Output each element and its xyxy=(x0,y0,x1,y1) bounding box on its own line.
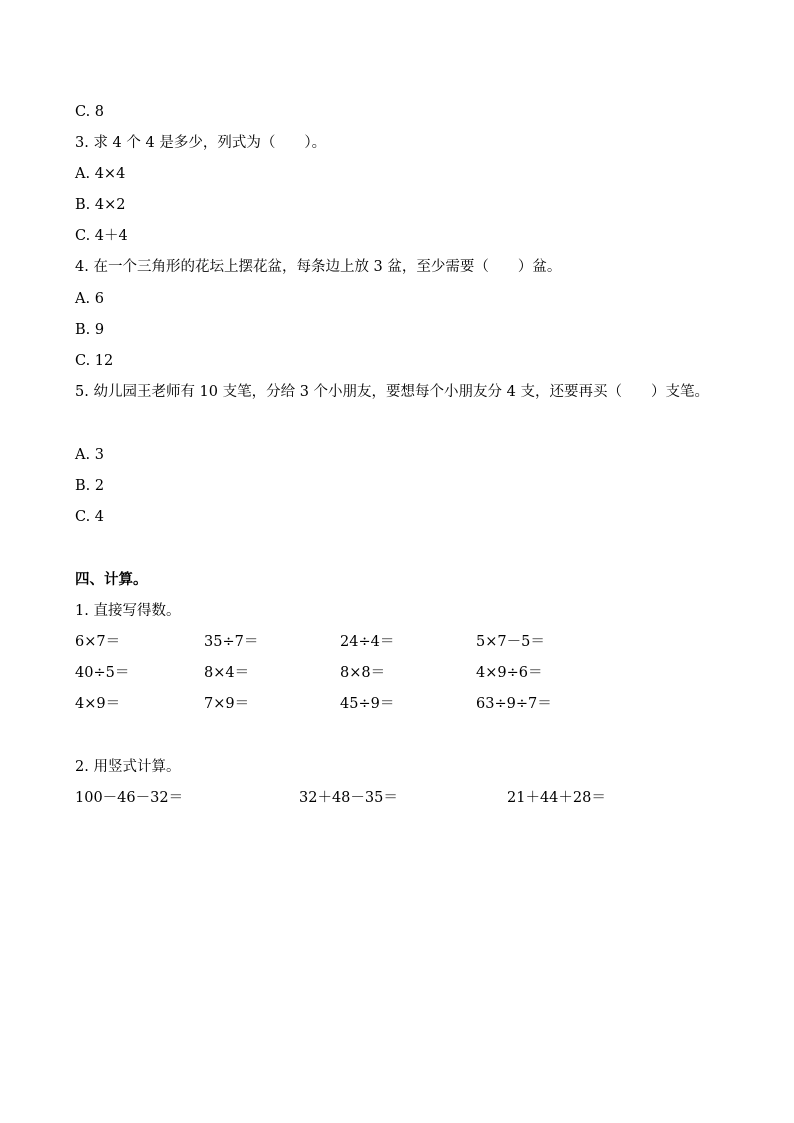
question-4-stem: 4. 在一个三角形的花坛上摆花盆，每条边上放 3 盆，至少需要（ ）盆。 xyxy=(75,259,562,275)
calc-row xyxy=(75,632,715,652)
calc-item: 4×9÷6＝ xyxy=(476,665,543,681)
calc-item: 8×4＝ xyxy=(204,665,250,681)
question-4-option-c: C. 12 xyxy=(75,353,114,369)
calc-item: 8×8＝ xyxy=(340,665,386,681)
vertical-calc-item: 21＋44＋28＝ xyxy=(507,790,606,806)
calc-item: 5×7－5＝ xyxy=(476,634,545,650)
part-1-heading: 1. 直接写得数。 xyxy=(75,603,181,619)
calc-item: 24÷4＝ xyxy=(340,634,395,650)
calc-item: 63÷9÷7＝ xyxy=(476,696,552,712)
vertical-calc-row xyxy=(75,788,715,808)
calc-row xyxy=(75,694,715,714)
question-4-option-b: B. 9 xyxy=(75,322,105,338)
q2-option-c: C. 8 xyxy=(75,104,105,120)
question-5-option-c: C. 4 xyxy=(75,509,105,525)
question-4-option-a: A. 6 xyxy=(75,291,104,307)
question-3-stem: 3. 求 4 个 4 是多少，列式为（ ）。 xyxy=(75,135,327,151)
part-2-heading: 2. 用竖式计算。 xyxy=(75,759,181,775)
question-3-option-c: C. 4＋4 xyxy=(75,228,128,244)
question-3-option-b: B. 4×2 xyxy=(75,197,126,213)
question-5-option-b: B. 2 xyxy=(75,478,105,494)
calc-item: 7×9＝ xyxy=(204,696,250,712)
calc-item: 45÷9＝ xyxy=(340,696,395,712)
section-4-title: 四、计算。 xyxy=(75,571,148,588)
calc-row xyxy=(75,663,715,683)
question-3-option-a: A. 4×4 xyxy=(75,166,126,182)
calc-item: 4×9＝ xyxy=(75,696,121,712)
calc-item: 40÷5＝ xyxy=(75,665,130,681)
calc-item: 6×7＝ xyxy=(75,634,121,650)
vertical-calc-item: 100－46－32＝ xyxy=(75,790,184,806)
question-5-option-a: A. 3 xyxy=(75,447,104,463)
vertical-calc-item: 32＋48－35＝ xyxy=(299,790,398,806)
question-5-stem: 5. 幼儿园王老师有 10 支笔，分给 3 个小朋友，要想每个小朋友分 4 支，还要再买（ ）支笔。 xyxy=(75,384,709,400)
calc-item: 35÷7＝ xyxy=(204,634,259,650)
